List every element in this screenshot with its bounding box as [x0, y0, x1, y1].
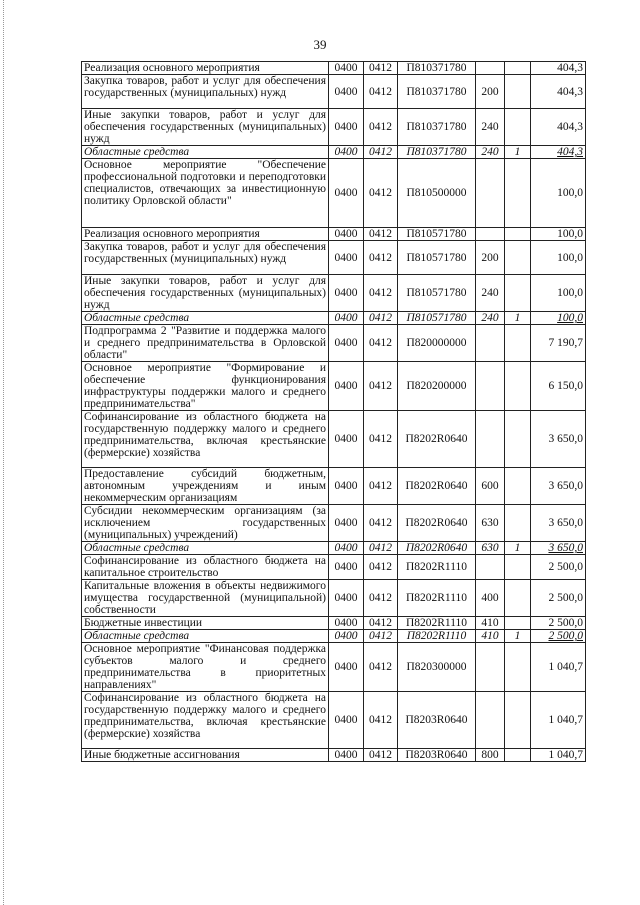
target-article-cell: П810371780 [398, 146, 476, 159]
subsection-code-cell: 0412 [364, 362, 398, 411]
funding-source-cell [505, 505, 531, 542]
amount-cell: 1 040,7 [531, 692, 586, 749]
row-name-cell: Основное мероприятие "Формирование и обеспечение функционирования инфраструктуры поддержки малого и среднего предпринимательства" [82, 362, 329, 411]
target-article-cell: П8202R0640 [398, 542, 476, 555]
section-code-cell: 0400 [329, 692, 364, 749]
expense-type-cell [476, 555, 505, 580]
table-row [82, 692, 586, 749]
row-name-cell: Закупка товаров, работ и услуг для обеспечения государственных (муниципальных) нужд [82, 241, 329, 275]
row-name-cell: Закупка товаров, работ и услуг для обеспечения государственных (муниципальных) нужд [82, 75, 329, 109]
target-article-cell: П8202R1110 [398, 580, 476, 617]
table-row [82, 362, 586, 411]
amount-cell: 3 650,0 [531, 505, 586, 542]
section-code-cell: 0400 [329, 580, 364, 617]
target-article-cell: П810571780 [398, 312, 476, 325]
subsection-code-cell: 0412 [364, 643, 398, 692]
expense-type-cell [476, 692, 505, 749]
subsection-code-cell: 0412 [364, 630, 398, 643]
subsection-code-cell: 0412 [364, 617, 398, 630]
section-code-cell: 0400 [329, 505, 364, 542]
row-name-cell: Капитальные вложения в объекты недвижимого имущества государственной (муниципальной) собственности [82, 580, 329, 617]
row-name-cell: Областные средства [82, 542, 329, 555]
target-article-cell: П8202R1110 [398, 555, 476, 580]
section-code-cell: 0400 [329, 62, 364, 75]
amount-cell: 1 040,7 [531, 643, 586, 692]
section-code-cell: 0400 [329, 468, 364, 505]
page-edge-line [3, 0, 5, 905]
expense-type-cell [476, 362, 505, 411]
row-name-cell: Предоставление субсидий бюджетным, автономным учреждениям и иным некоммерческим организациям [82, 468, 329, 505]
amount-cell: 7 190,7 [531, 325, 586, 362]
table-row [82, 542, 586, 555]
amount-cell: 2 500,0 [531, 617, 586, 630]
funding-source-cell: 1 [505, 146, 531, 159]
row-name-cell: Реализация основного мероприятия [82, 228, 329, 241]
subsection-code-cell: 0412 [364, 146, 398, 159]
funding-source-cell [505, 692, 531, 749]
expense-type-cell: 600 [476, 468, 505, 505]
section-code-cell: 0400 [329, 643, 364, 692]
amount-cell: 100,0 [531, 159, 586, 228]
section-code-cell: 0400 [329, 411, 364, 468]
amount-cell: 3 650,0 [531, 411, 586, 468]
section-code-cell: 0400 [329, 275, 364, 312]
row-name-cell: Софинансирование из областного бюджета на капитальное строительство [82, 555, 329, 580]
budget-table-body [82, 62, 586, 762]
section-code-cell: 0400 [329, 159, 364, 228]
subsection-code-cell: 0412 [364, 159, 398, 228]
target-article-cell: П810500000 [398, 159, 476, 228]
amount-cell: 404,3 [531, 146, 586, 159]
table-row [82, 630, 586, 643]
table-row [82, 325, 586, 362]
funding-source-cell [505, 275, 531, 312]
budget-table [81, 61, 586, 762]
funding-source-cell [505, 228, 531, 241]
target-article-cell: П8202R0640 [398, 411, 476, 468]
row-name-cell: Областные средства [82, 146, 329, 159]
table-row [82, 228, 586, 241]
section-code-cell: 0400 [329, 312, 364, 325]
table-row [82, 749, 586, 762]
table-row [82, 555, 586, 580]
amount-cell: 3 650,0 [531, 468, 586, 505]
target-article-cell: П810371780 [398, 75, 476, 109]
table-row [82, 580, 586, 617]
table-row [82, 62, 586, 75]
row-name-cell: Иные закупки товаров, работ и услуг для обеспечения государственных (муниципальных) нужд [82, 275, 329, 312]
amount-cell: 100,0 [531, 228, 586, 241]
expense-type-cell: 240 [476, 109, 505, 146]
funding-source-cell [505, 580, 531, 617]
section-code-cell: 0400 [329, 146, 364, 159]
section-code-cell: 0400 [329, 228, 364, 241]
table-row [82, 109, 586, 146]
target-article-cell: П8202R1110 [398, 630, 476, 643]
target-article-cell: П8202R0640 [398, 468, 476, 505]
amount-cell: 2 500,0 [531, 580, 586, 617]
subsection-code-cell: 0412 [364, 749, 398, 762]
target-article-cell: П810571780 [398, 228, 476, 241]
amount-cell: 1 040,7 [531, 749, 586, 762]
expense-type-cell [476, 228, 505, 241]
amount-cell: 2 500,0 [531, 630, 586, 643]
expense-type-cell: 410 [476, 617, 505, 630]
subsection-code-cell: 0412 [364, 411, 398, 468]
subsection-code-cell: 0412 [364, 312, 398, 325]
section-code-cell: 0400 [329, 241, 364, 275]
section-code-cell: 0400 [329, 617, 364, 630]
subsection-code-cell: 0412 [364, 555, 398, 580]
funding-source-cell [505, 75, 531, 109]
table-row [82, 275, 586, 312]
page-number: 39 [313, 37, 327, 52]
expense-type-cell: 240 [476, 146, 505, 159]
funding-source-cell: 1 [505, 630, 531, 643]
funding-source-cell [505, 468, 531, 505]
expense-type-cell: 800 [476, 749, 505, 762]
section-code-cell: 0400 [329, 630, 364, 643]
table-row [82, 411, 586, 468]
amount-cell: 6 150,0 [531, 362, 586, 411]
row-name-cell: Областные средства [82, 630, 329, 643]
amount-cell: 3 650,0 [531, 542, 586, 555]
row-name-cell: Реализация основного мероприятия [82, 62, 329, 75]
funding-source-cell [505, 617, 531, 630]
target-article-cell: П810371780 [398, 109, 476, 146]
row-name-cell: Субсидии некоммерческим организациям (за исключением государственных (муниципальных) учреждений) [82, 505, 329, 542]
row-name-cell: Иные бюджетные ассигнования [82, 749, 329, 762]
subsection-code-cell: 0412 [364, 75, 398, 109]
expense-type-cell: 400 [476, 580, 505, 617]
row-name-cell: Бюджетные инвестиции [82, 617, 329, 630]
expense-type-cell: 240 [476, 275, 505, 312]
section-code-cell: 0400 [329, 75, 364, 109]
subsection-code-cell: 0412 [364, 542, 398, 555]
subsection-code-cell: 0412 [364, 692, 398, 749]
table-row [82, 617, 586, 630]
funding-source-cell [505, 241, 531, 275]
section-code-cell: 0400 [329, 542, 364, 555]
expense-type-cell [476, 643, 505, 692]
table-row [82, 312, 586, 325]
target-article-cell: П820000000 [398, 325, 476, 362]
row-name-cell: Софинансирование из областного бюджета на государственную поддержку малого и среднего предпринимательства, включая крестьянские (фермерские) хозяйства [82, 411, 329, 468]
funding-source-cell [505, 555, 531, 580]
expense-type-cell [476, 325, 505, 362]
section-code-cell: 0400 [329, 749, 364, 762]
subsection-code-cell: 0412 [364, 505, 398, 542]
target-article-cell: П820200000 [398, 362, 476, 411]
expense-type-cell: 240 [476, 312, 505, 325]
funding-source-cell [505, 749, 531, 762]
expense-type-cell [476, 411, 505, 468]
expense-type-cell: 200 [476, 241, 505, 275]
expense-type-cell: 630 [476, 542, 505, 555]
subsection-code-cell: 0412 [364, 109, 398, 146]
table-row [82, 468, 586, 505]
table-row [82, 643, 586, 692]
funding-source-cell [505, 62, 531, 75]
expense-type-cell: 410 [476, 630, 505, 643]
subsection-code-cell: 0412 [364, 325, 398, 362]
row-name-cell: Основное мероприятие "Финансовая поддержка субъектов малого и среднего предпринимательства в приоритетных направлениях" [82, 643, 329, 692]
amount-cell: 404,3 [531, 62, 586, 75]
funding-source-cell [505, 362, 531, 411]
amount-cell: 100,0 [531, 241, 586, 275]
section-code-cell: 0400 [329, 325, 364, 362]
row-name-cell: Иные закупки товаров, работ и услуг для обеспечения государственных (муниципальных) нужд [82, 109, 329, 146]
funding-source-cell [505, 159, 531, 228]
target-article-cell: П810371780 [398, 62, 476, 75]
amount-cell: 100,0 [531, 312, 586, 325]
section-code-cell: 0400 [329, 362, 364, 411]
amount-cell: 404,3 [531, 75, 586, 109]
funding-source-cell [505, 109, 531, 146]
expense-type-cell: 200 [476, 75, 505, 109]
section-code-cell: 0400 [329, 109, 364, 146]
funding-source-cell [505, 643, 531, 692]
target-article-cell: П8202R1110 [398, 617, 476, 630]
table-row [82, 159, 586, 228]
expense-type-cell: 630 [476, 505, 505, 542]
subsection-code-cell: 0412 [364, 62, 398, 75]
target-article-cell: П8203R0640 [398, 749, 476, 762]
funding-source-cell [505, 411, 531, 468]
amount-cell: 100,0 [531, 275, 586, 312]
subsection-code-cell: 0412 [364, 468, 398, 505]
target-article-cell: П8202R0640 [398, 505, 476, 542]
subsection-code-cell: 0412 [364, 241, 398, 275]
table-row [82, 146, 586, 159]
funding-source-cell [505, 325, 531, 362]
row-name-cell: Софинансирование из областного бюджета на государственную поддержку малого и среднего предпринимательства, включая крестьянские (фермерские) хозяйства [82, 692, 329, 749]
table-row [82, 505, 586, 542]
target-article-cell: П810571780 [398, 275, 476, 312]
table-row [82, 241, 586, 275]
expense-type-cell [476, 62, 505, 75]
subsection-code-cell: 0412 [364, 580, 398, 617]
row-name-cell: Областные средства [82, 312, 329, 325]
row-name-cell: Основное мероприятие "Обеспечение профессиональной подготовки и переподготовки специалистов, отвечающих за инвестиционную политику Орловской области" [82, 159, 329, 228]
amount-cell: 404,3 [531, 109, 586, 146]
target-article-cell: П8203R0640 [398, 692, 476, 749]
target-article-cell: П820300000 [398, 643, 476, 692]
table-row [82, 75, 586, 109]
target-article-cell: П810571780 [398, 241, 476, 275]
amount-cell: 2 500,0 [531, 555, 586, 580]
section-code-cell: 0400 [329, 555, 364, 580]
funding-source-cell: 1 [505, 312, 531, 325]
row-name-cell: Подпрограмма 2 "Развитие и поддержка малого и среднего предпринимательства в Орловской области" [82, 325, 329, 362]
expense-type-cell [476, 159, 505, 228]
subsection-code-cell: 0412 [364, 275, 398, 312]
funding-source-cell: 1 [505, 542, 531, 555]
subsection-code-cell: 0412 [364, 228, 398, 241]
